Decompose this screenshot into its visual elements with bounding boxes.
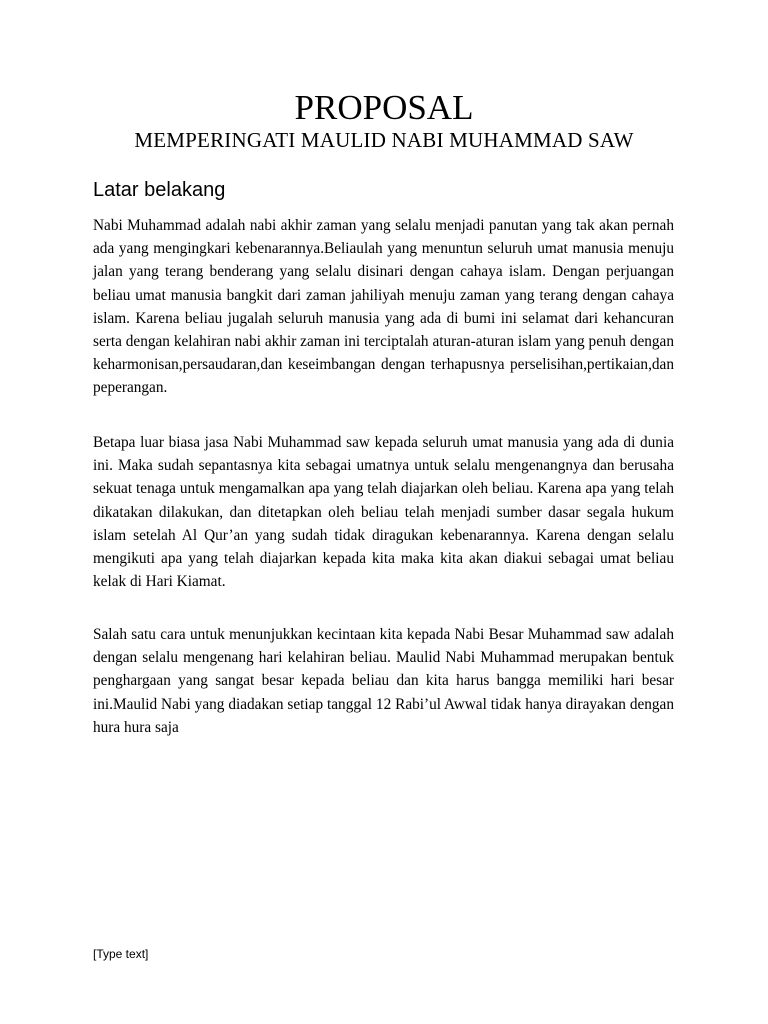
paragraph-2: Betapa luar biasa jasa Nabi Muhammad saw kepada seluruh umat manusia yang ada di dunia ini. Maka sudah sepantasnya kita sebagai umatnya untuk selalu mengenangnya dan berusaha sekuat tenaga untuk mengamalkan apa yang telah diajarkan oleh beliau. Karena apa yang telah dikatakan dilakukan, dan ditetapkan oleh beliau telah menjadi sumber dasar segala hukum islam setelah Al Qur’an yang sudah tidak diragukan kebenarannya. Karena dengan selalu mengikuti apa yang telah diajarkan kepada kita maka kita akan diakui sebagai umat beliau kelak di Hari Kiamat. <box>93 434 674 591</box>
document-title: PROPOSAL <box>294 88 474 127</box>
paragraph-3: Salah satu cara untuk menunjukkan kecintaan kita kepada Nabi Besar Muhammad saw adalah dengan selalu mengenang hari kelahiran beliau. Maulid Nabi Muhammad merupakan bentuk penghargaan yang sangat besar kepada beliau dan kita harus bangga memiliki hari besar ini.Maulid Nabi yang diadakan setiap tanggal 12 Rabi’ul Awwal tidak hanya dirayakan dengan hura hura saja <box>93 626 674 736</box>
paragraph-1: Nabi Muhammad adalah nabi akhir zaman yang selalu menjadi panutan yang tak akan pernah ada yang mengingkari kebenarannya.Beliaulah yang menuntun seluruh umat manusia menuju jalan yang terang benderang yang selalu disinari dengan cahaya islam. Dengan perjuangan beliau umat manusia bangkit dari zaman jahiliyah menuju zaman yang terang dengan cahaya islam. Karena beliau jugalah seluruh manusia yang ada di bumi ini selamat dari kehancuran serta dengan kelahiran nabi akhir zaman ini terciptalah aturan-aturan islam yang penuh dengan keharmonisan,persaudaran,dan keseimbangan dengan terhapusnya perselisihan,pertikaian,dan peperangan. <box>93 217 674 397</box>
document-subtitle: MEMPERINGATI MAULID NABI MUHAMMAD SAW <box>134 128 634 152</box>
footer-placeholder[interactable]: [Type text] <box>93 947 149 961</box>
section-heading: Latar belakang <box>93 179 226 201</box>
